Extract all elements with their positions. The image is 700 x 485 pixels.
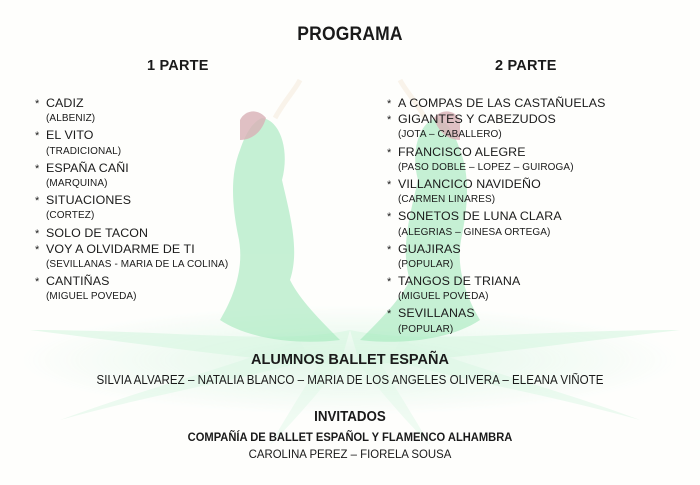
alumnos-heading: ALUMNOS BALLET ESPAÑA xyxy=(251,352,449,368)
asterisk-bullet-icon: * xyxy=(387,98,392,110)
alumnos-names: SILVIA ALVAREZ – NATALIA BLANCO – MARIA DE LOS ANGELES OLIVERA – ELEANA VIÑOTE xyxy=(96,373,604,387)
program-item-title xyxy=(387,176,605,192)
program-item-subtitle: (ALBENIZ) xyxy=(46,113,96,125)
program-item-subtitle: (SEVILLANAS - MARIA DE LA COLINA) xyxy=(46,258,229,270)
program-item xyxy=(387,305,605,337)
parte-1-heading: 1 PARTE xyxy=(147,58,209,74)
program-item xyxy=(35,225,228,241)
page-title: PROGRAMA xyxy=(297,24,403,45)
asterisk-bullet-icon: * xyxy=(35,195,40,208)
program-item xyxy=(35,241,228,273)
program-item xyxy=(35,95,228,127)
program-item-label: SONETOS DE LUNA CLARA xyxy=(398,209,562,224)
asterisk-bullet-icon: * xyxy=(35,162,40,175)
program-item xyxy=(387,273,605,305)
program-item-title xyxy=(387,208,605,224)
asterisk-bullet-icon: * xyxy=(35,98,40,110)
program-item-title xyxy=(387,305,605,321)
program-item-label: CADIZ xyxy=(46,96,84,110)
program-item xyxy=(35,127,228,159)
program-item-label: SITUACIONES xyxy=(46,193,132,208)
program-item-subtitle: (ALEGRIAS – GINESA ORTEGA) xyxy=(398,226,551,238)
program-item-subtitle: (PASO DOBLE – LOPEZ – GUIROGA) xyxy=(398,161,574,173)
program-item-label: A COMPAS DE LAS CASTAÑUELAS xyxy=(398,96,606,110)
program-item-label: GIGANTES Y CABEZUDOS xyxy=(398,112,556,127)
program-item-title xyxy=(35,95,228,111)
program-item xyxy=(387,144,605,176)
program-item-label: GUAJIRAS xyxy=(398,241,461,256)
program-item-title xyxy=(35,225,228,241)
program-item-label: VOY A OLVIDARME DE TI xyxy=(46,241,195,256)
program-item-title xyxy=(35,241,228,257)
parte-2-heading: 2 PARTE xyxy=(495,58,557,74)
asterisk-bullet-icon: * xyxy=(35,227,40,240)
program-item-title xyxy=(387,241,605,257)
program-item-title xyxy=(35,160,228,176)
invitados-heading: INVITADOS xyxy=(314,409,386,425)
program-item-label: CANTIÑAS xyxy=(46,274,110,289)
program-item-subtitle: (TRADICIONAL) xyxy=(46,145,122,157)
program-item-title xyxy=(35,273,228,289)
program-item-label: TANGOS DE TRIANA xyxy=(398,274,521,289)
program-item-subtitle: (CORTEZ) xyxy=(46,210,95,222)
program-item-subtitle: (JOTA – CABALLERO) xyxy=(398,129,502,141)
program-item-label: EL VITO xyxy=(46,128,94,143)
asterisk-bullet-icon: * xyxy=(387,178,392,191)
program-item-subtitle: (CARMEN LINARES) xyxy=(398,194,496,206)
program-item-label: ESPAÑA CAÑI xyxy=(46,160,129,175)
program-item-title xyxy=(35,192,228,208)
program-item xyxy=(387,241,605,273)
asterisk-bullet-icon: * xyxy=(387,114,392,127)
parte-1-list xyxy=(35,95,228,305)
asterisk-bullet-icon: * xyxy=(387,308,392,321)
asterisk-bullet-icon: * xyxy=(35,243,40,256)
program-item xyxy=(387,208,605,240)
program-item xyxy=(387,95,605,111)
invitados-names: CAROLINA PEREZ – FIORELA SOUSA xyxy=(248,447,452,461)
program-item-subtitle: (POPULAR) xyxy=(398,258,454,270)
asterisk-bullet-icon: * xyxy=(387,243,392,256)
program-item-subtitle: (MARQUINA) xyxy=(46,177,108,189)
asterisk-bullet-icon: * xyxy=(35,130,40,143)
program-item-title xyxy=(35,127,228,143)
program-item-label: FRANCISCO ALEGRE xyxy=(398,144,526,159)
program-item-label: SOLO DE TACON xyxy=(46,225,149,240)
invitados-company: COMPAÑÍA DE BALLET ESPAÑOL Y FLAMENCO ALHAMBRA xyxy=(187,430,513,444)
asterisk-bullet-icon: * xyxy=(387,211,392,224)
asterisk-bullet-icon: * xyxy=(387,146,392,159)
program-item xyxy=(387,111,605,143)
program-item-label: VILLANCICO NAVIDEÑO xyxy=(398,176,541,191)
program-item-title xyxy=(387,144,605,160)
program-item-subtitle: (MIGUEL POVEDA) xyxy=(398,291,489,303)
program-item-subtitle: (POPULAR) xyxy=(398,323,454,335)
program-item-title xyxy=(387,95,605,111)
program-item xyxy=(35,273,228,305)
program-item xyxy=(35,192,228,224)
asterisk-bullet-icon: * xyxy=(387,276,392,289)
program-item xyxy=(35,160,228,192)
program-item-title xyxy=(387,273,605,289)
program-item-subtitle: (MIGUEL POVEDA) xyxy=(46,291,137,303)
program-item xyxy=(387,176,605,208)
program-item-label: SEVILLANAS xyxy=(398,306,475,321)
asterisk-bullet-icon: * xyxy=(35,276,40,289)
parte-2-list xyxy=(387,95,605,338)
program-item-title xyxy=(387,111,605,127)
